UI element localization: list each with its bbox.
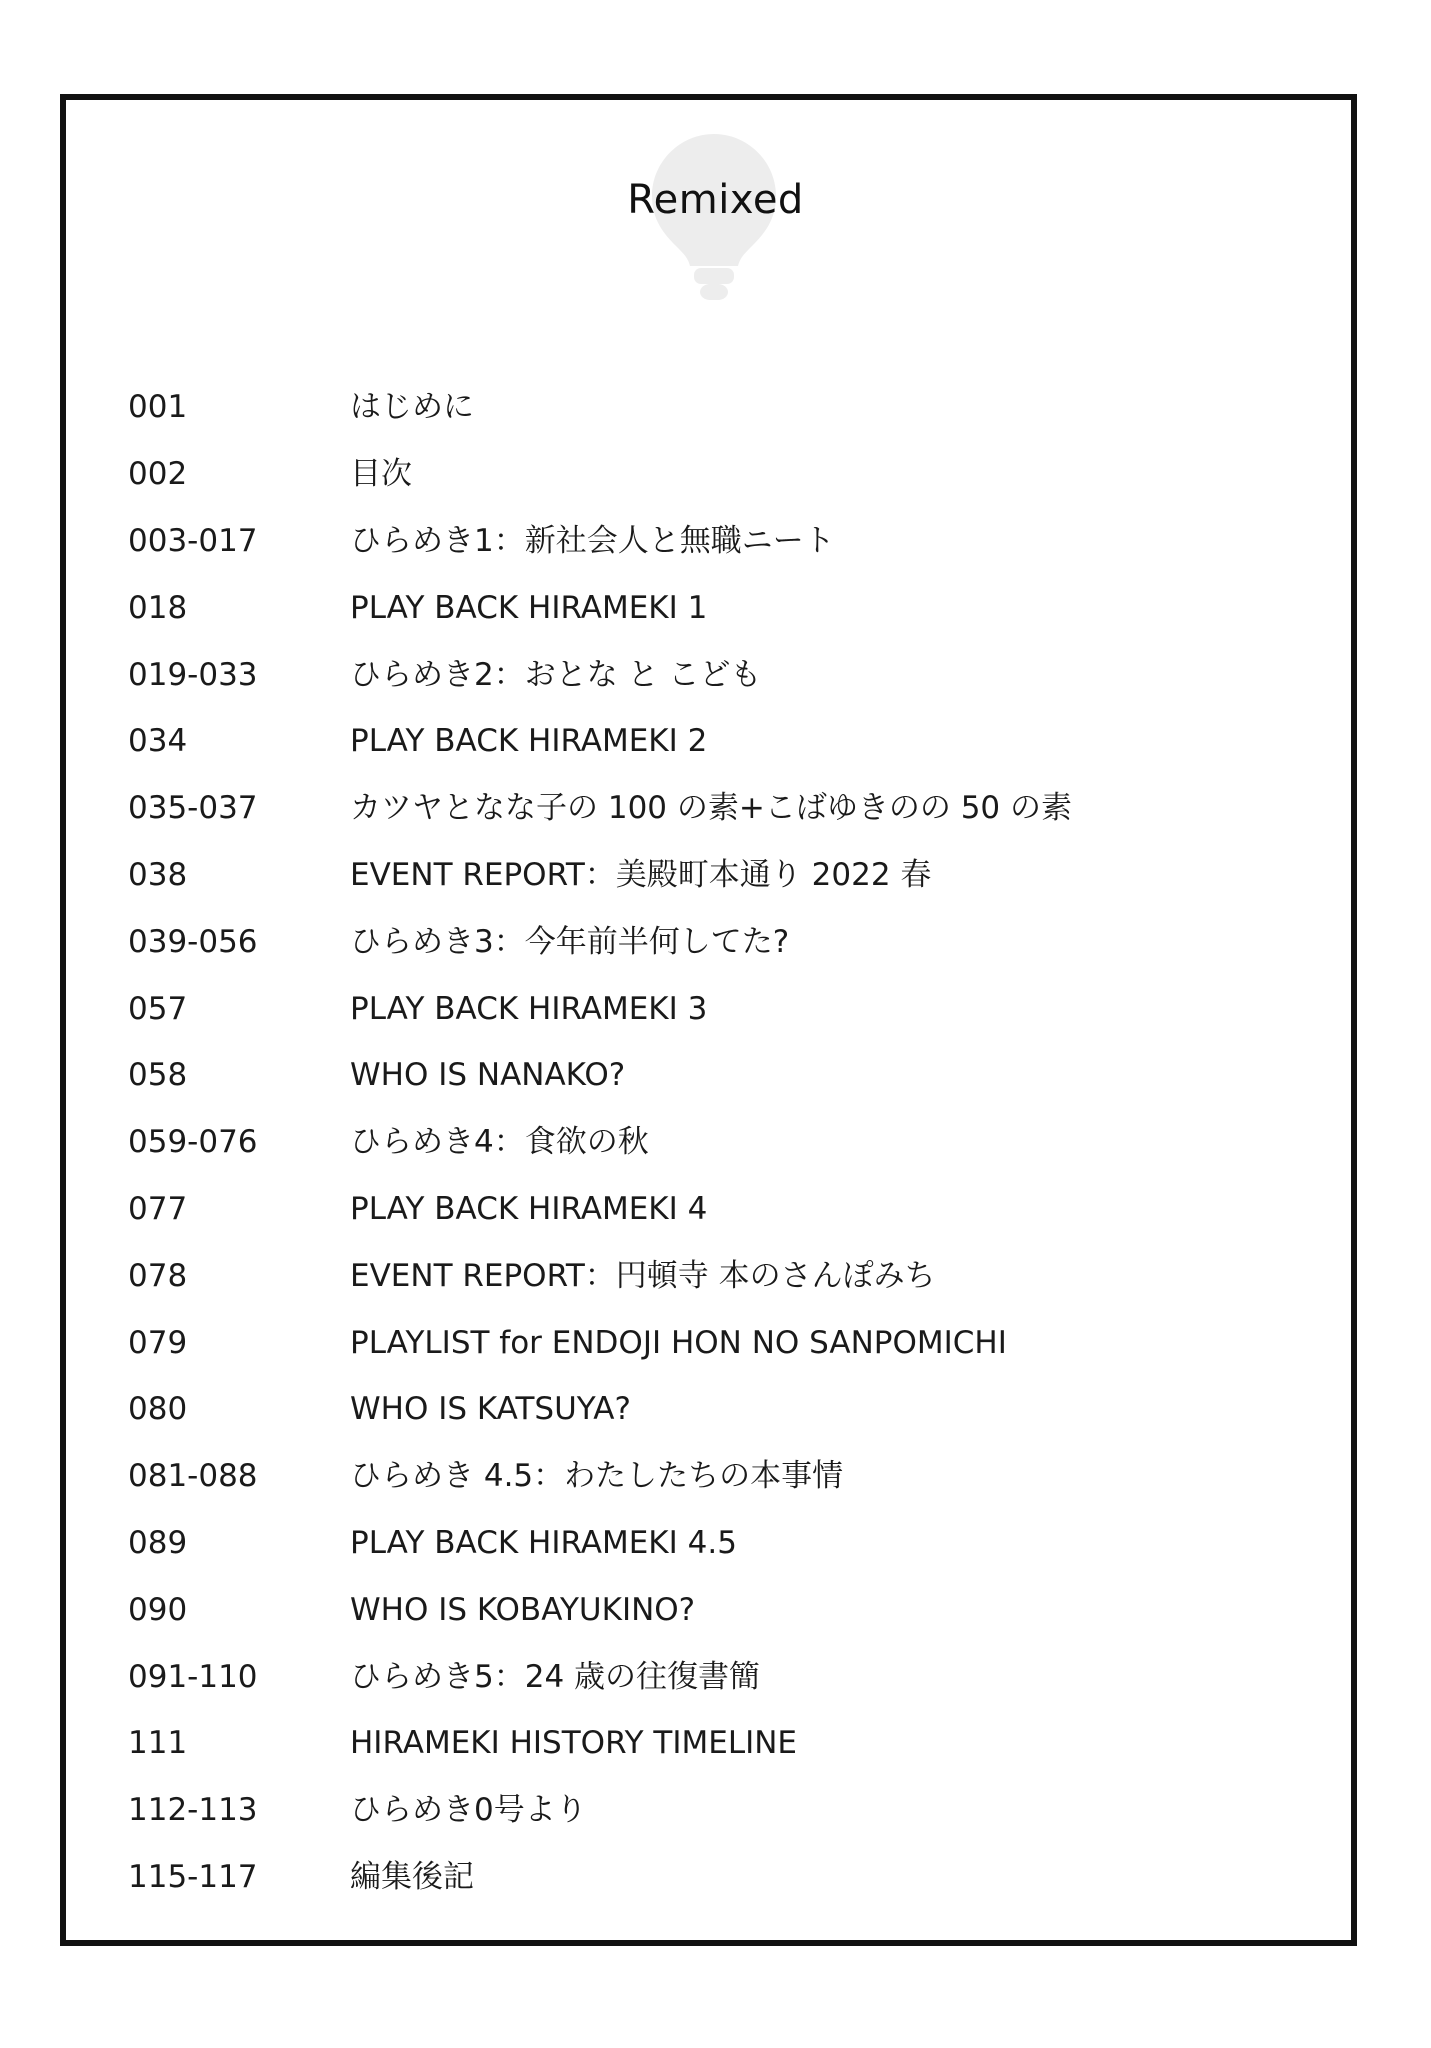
toc-entry-title: 編集後記 (350, 1858, 474, 1895)
toc-entry (128, 1376, 1072, 1443)
toc-entry (128, 842, 1072, 909)
toc-entry-title: ひらめき3：今年前半何してた? (350, 923, 790, 960)
toc-entry (128, 1176, 1072, 1243)
toc-entry (128, 1777, 1072, 1844)
toc-page-number: 090 (128, 1591, 188, 1628)
table-of-contents (128, 374, 1072, 1910)
toc-entry (128, 1309, 1072, 1376)
toc-entry (128, 374, 1072, 441)
toc-page-number: 019-033 (128, 656, 258, 693)
toc-entry (128, 775, 1072, 842)
toc-entry-title: ひらめき2：おとな と こども (350, 656, 762, 693)
toc-entry (128, 641, 1072, 708)
toc-page-number: 091-110 (128, 1658, 258, 1695)
toc-page-number: 003-017 (128, 522, 258, 559)
lightbulb-base (694, 268, 734, 284)
toc-entry-title: WHO IS NANAKO? (350, 1057, 626, 1094)
toc-page-number: 077 (128, 1190, 188, 1227)
toc-entry (128, 1643, 1072, 1710)
toc-entry-title: PLAY BACK HIRAMEKI 4 (350, 1190, 708, 1227)
toc-page-number: 057 (128, 990, 188, 1027)
toc-entry-title: HIRAMEKI HISTORY TIMELINE (350, 1725, 798, 1762)
toc-entry (128, 708, 1072, 775)
toc-page-number: 111 (128, 1725, 188, 1762)
toc-page-number: 035-037 (128, 790, 258, 827)
toc-entry-title: ひらめき0号より (350, 1792, 587, 1829)
toc-page-number: 112-113 (128, 1792, 258, 1829)
toc-entry-title: ひらめき4：食欲の秋 (350, 1124, 649, 1161)
toc-entry (128, 975, 1072, 1042)
toc-entry (128, 574, 1072, 641)
toc-page-number: 038 (128, 856, 188, 893)
toc-entry-title: はじめに (350, 389, 474, 426)
toc-entry (128, 441, 1072, 508)
toc-page-number: 001 (128, 389, 188, 426)
toc-entry (128, 1710, 1072, 1777)
toc-entry-title: PLAY BACK HIRAMEKI 3 (350, 990, 708, 1027)
toc-page-number: 078 (128, 1257, 188, 1294)
toc-page-number: 039-056 (128, 923, 258, 960)
toc-entry (128, 1844, 1072, 1911)
toc-entry (128, 1109, 1072, 1176)
lightbulb-tip (700, 284, 728, 300)
toc-entry-title: PLAYLIST for ENDOJI HON NO SANPOMICHI (350, 1324, 1007, 1361)
toc-entry (128, 508, 1072, 575)
toc-entry-title: ひらめき 4.5：わたしたちの本事情 (350, 1458, 844, 1495)
toc-entry-title: WHO IS KATSUYA? (350, 1391, 631, 1428)
toc-page-number: 081-088 (128, 1458, 258, 1495)
toc-page-number: 115-117 (128, 1858, 258, 1895)
toc-page-number: 002 (128, 456, 188, 493)
toc-entry-title: ひらめき5：24 歳の往復書簡 (350, 1658, 761, 1695)
toc-entry-title: PLAY BACK HIRAMEKI 1 (350, 589, 708, 626)
toc-page-number: 080 (128, 1391, 188, 1428)
toc-entry-title: 目次 (350, 456, 412, 493)
toc-entry-title: PLAY BACK HIRAMEKI 4.5 (350, 1524, 737, 1561)
toc-page-number: 059-076 (128, 1124, 258, 1161)
toc-entry-title: EVENT REPORT：美殿町本通り 2022 春 (350, 856, 932, 893)
toc-entry-title: PLAY BACK HIRAMEKI 2 (350, 723, 708, 760)
toc-page-number: 089 (128, 1524, 188, 1561)
toc-page-number: 034 (128, 723, 188, 760)
toc-entry (128, 1042, 1072, 1109)
toc-entry-title: EVENT REPORT：円頓寺 本のさんぽみち (350, 1257, 936, 1294)
toc-page-number: 018 (128, 589, 188, 626)
toc-page-number: 058 (128, 1057, 188, 1094)
toc-entry (128, 1443, 1072, 1510)
toc-entry (128, 908, 1072, 975)
toc-entry-title: ひらめき1：新社会人と無職ニート (350, 522, 835, 559)
toc-entry-title: WHO IS KOBAYUKINO? (350, 1591, 696, 1628)
toc-entry (128, 1242, 1072, 1309)
page-title: Remixed (627, 177, 804, 223)
toc-entry (128, 1576, 1072, 1643)
toc-entry (128, 1510, 1072, 1577)
toc-page-number: 079 (128, 1324, 188, 1361)
toc-entry-title: カツヤとなな子の 100 の素+こばゆきのの 50 の素 (350, 790, 1073, 827)
